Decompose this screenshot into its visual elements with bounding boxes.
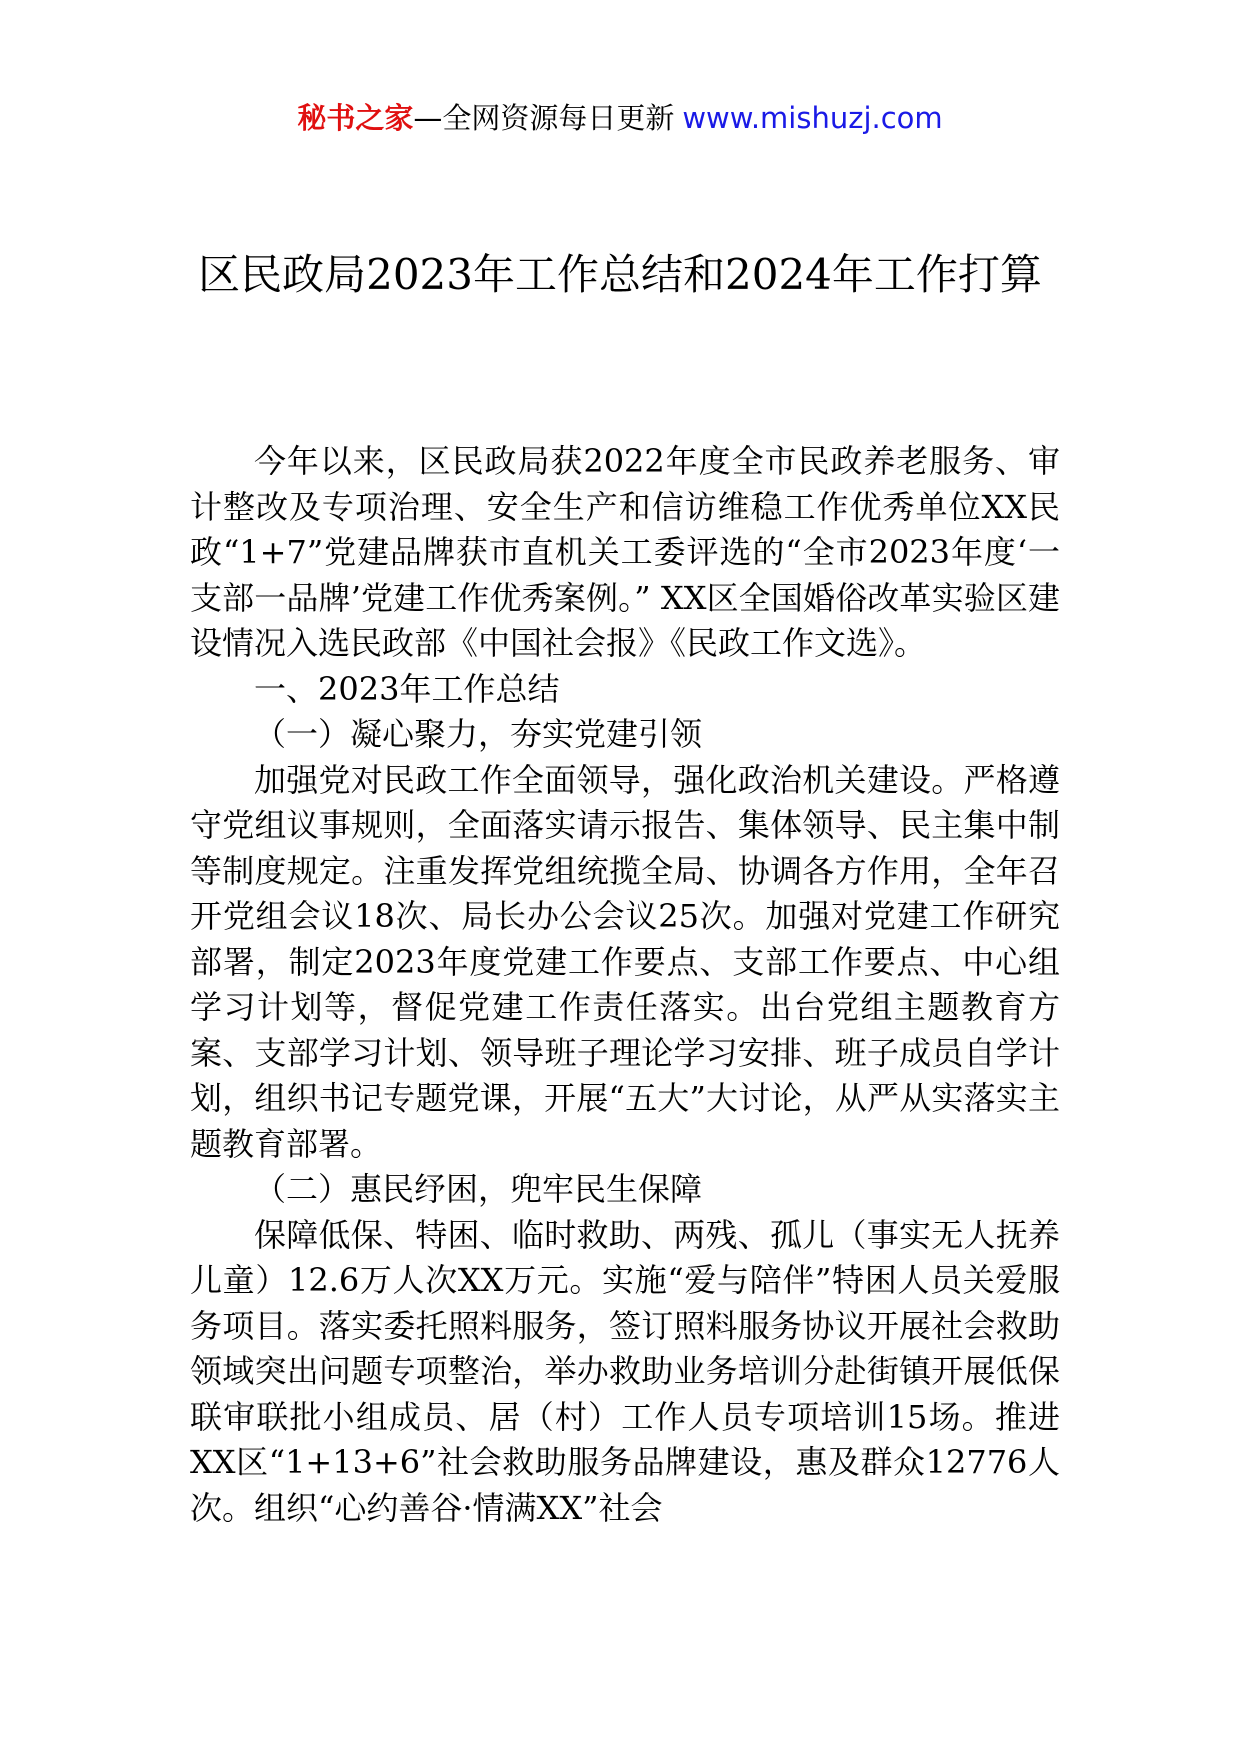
document-body: [190, 439, 1060, 1531]
section-heading-1: 一、2023年工作总结: [254, 669, 560, 708]
body-paragraph-2: 保障低保、特困、临时救助、两残、孤儿（事实无人抚养儿童）12.6万人次XX万元。实施“爱与陪伴”特困人员关爱服务项目。落实委托照料服务，签订照料服务协议开展社会救助领域突出问题专项整治，举办救助业务培训分赴街镇开展低保联审联批小组成员、居（村）工作人员专项培训15场。推进XX区“1+13+6”社会救助服务品牌建设，惠及群众12776人次。组织“心约善谷·情满XX”社会: [190, 1215, 1060, 1527]
brand-name: 秘书之家: [297, 101, 414, 135]
subsection-heading-2: （二）惠民纾困，兜牢民生保障: [254, 1170, 703, 1208]
body-paragraph-1: 加强党对民政工作全面领导，强化政治机关建设。严格遵守党组议事规则，全面落实请示报告、集体领导、民主集中制等制度规定。注重发挥党组统揽全局、协调各方作用，全年召开党组会议18次、局长办公会议25次。加强对党建工作研究部署，制定2023年度党建工作要点、支部工作要点、中心组学习计划等，督促党建工作责任落实。出台党组主题教育方案、支部学习计划、领导班子理论学习安排、班子成员自学计划，组织书记专题党课，开展“五大”大讨论，从严从实落实主题教育部署。: [190, 760, 1060, 1163]
brand-slogan: —全网资源每日更新: [413, 101, 675, 135]
site-url-link[interactable]: www.mishuzj.com: [682, 101, 943, 135]
subsection-heading-1: （一）凝心聚力，夯实党建引领: [254, 715, 703, 753]
document-title: 区民政局2023年工作总结和2024年工作打算: [198, 250, 1042, 299]
intro-paragraph: 今年以来，区民政局获2022年度全市民政养老服务、审计整改及专项治理、安全生产和信访维稳工作优秀单位XX民政“1+7”党建品牌获市直机关工委评选的“全市2023年度‘一支部一品牌’党建工作优秀案例。” XX区全国婚俗改革实验区建设情况入选民政部《中国社会报》《民政工作文选》。: [190, 442, 1060, 662]
site-banner: [0, 98, 1240, 138]
